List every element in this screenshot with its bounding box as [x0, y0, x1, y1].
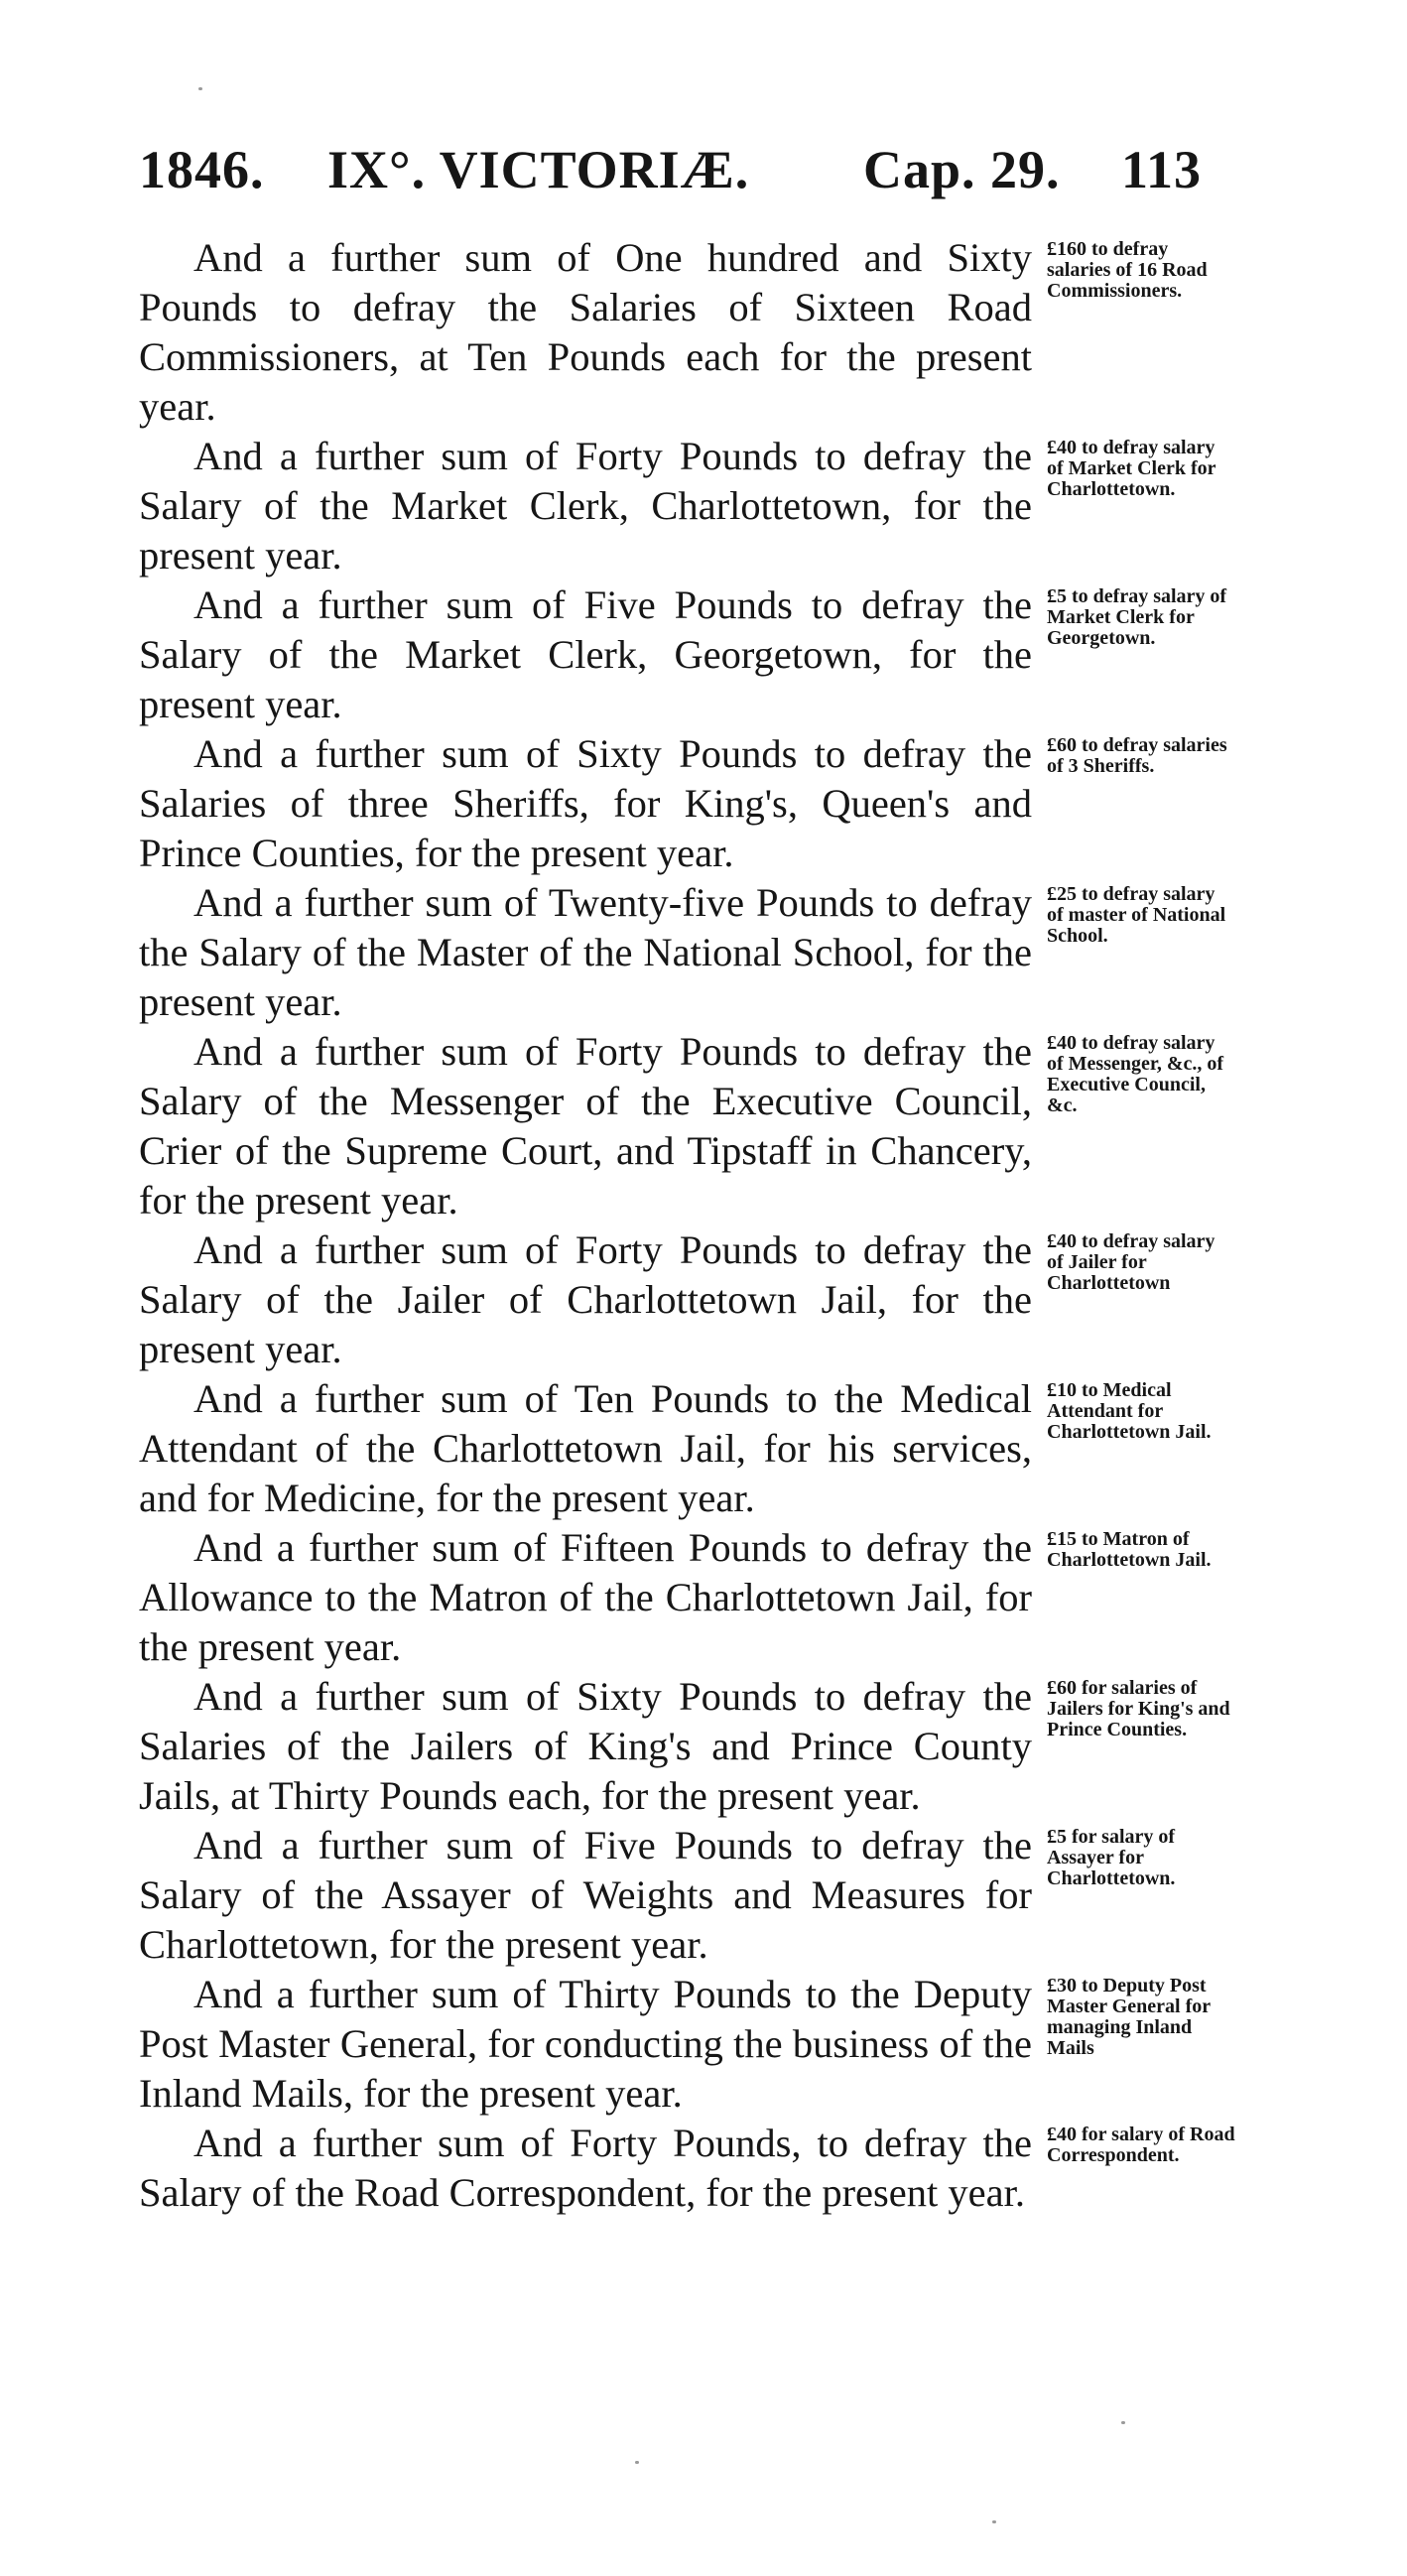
paragraph-text: And a further sum of Forty Pounds to defray the Salary of the Jailer of Charlottetown Jail, for the present year. — [139, 1227, 1032, 1371]
paragraph-40-road-correspondent — [139, 2119, 1235, 2218]
paragraph-5-market-clerk-georgetown — [139, 580, 1230, 729]
scan-speck — [992, 2520, 996, 2523]
paragraph-text: And a further sum of Sixty Pounds to defray the Salaries of three Sheriffs, for King's, Queen's and Prince Counties, for the present year. — [139, 731, 1032, 875]
scan-speck — [198, 87, 202, 90]
header-year: 1846. — [139, 140, 265, 199]
paragraph-30-deputy-post-master — [139, 1970, 1230, 2119]
margin-note: £40 to defray salary of Market Clerk for Charlottetown. — [1047, 437, 1216, 500]
document-body — [139, 233, 1235, 2218]
margin-note: £5 for salary of Assayer for Charlottetown. — [1047, 1826, 1176, 1889]
margin-note: £60 for salaries of Jailers for King's and Prince Counties. — [1047, 1677, 1230, 1740]
scan-speck — [635, 2461, 639, 2464]
paragraph-text: And a further sum of Sixty Pounds to defray the Salaries of the Jailers of King's and Prince County Jails, at Thirty Pounds each, for the present year. — [139, 1674, 1032, 1818]
margin-note: £40 to defray salary of Messenger, &c., of Executive Council, &c. — [1047, 1032, 1224, 1116]
paragraph-text: And a further sum of Five Pounds to defray the Salary of the Assayer of Weights and Measures for Charlottetown, for the present year. — [139, 1823, 1032, 1967]
paragraph-25-national-school — [139, 878, 1230, 1027]
paragraph-15-matron — [139, 1523, 1230, 1672]
scan-speck — [1121, 2421, 1125, 2424]
margin-note: £30 to Deputy Post Master General for managing Inland Mails — [1047, 1975, 1211, 2059]
margin-note: £160 to defray salaries of 16 Road Commissioners. — [1047, 238, 1208, 302]
page-number: 113 — [1121, 140, 1203, 199]
header-reign: IX°. VICTORIÆ. — [327, 140, 750, 199]
paragraph-text: And a further sum of Forty Pounds, to defray the Salary of the Road Correspondent, for the present year. — [139, 2121, 1032, 2215]
running-header — [139, 139, 1230, 208]
paragraph-60-sheriffs — [139, 729, 1230, 878]
paragraph-60-jailers-kings-prince — [139, 1672, 1230, 1821]
paragraph-text: And a further sum of One hundred and Sixty Pounds to defray the Salaries of Sixteen Road Commissioners, at Ten Pounds each for the present year. — [139, 235, 1032, 429]
margin-note: £40 for salary of Road Correspondent. — [1047, 2124, 1235, 2166]
header-chapter: Cap. 29. — [863, 140, 1061, 199]
paragraph-text: And a further sum of Ten Pounds to the Medical Attendant of the Charlottetown Jail, for his services, and for Medicine, for the present year. — [139, 1376, 1032, 1520]
paragraph-text: And a further sum of Five Pounds to defray the Salary of the Market Clerk, Georgetown, for the present year. — [139, 582, 1032, 726]
paragraph-5-assayer — [139, 1821, 1230, 1970]
margin-note: £40 to defray salary of Jailer for Charlottetown — [1047, 1230, 1215, 1294]
paragraph-text: And a further sum of Forty Pounds to defray the Salary of the Market Clerk, Charlottetown, for the present year. — [139, 434, 1032, 578]
paragraph-text: And a further sum of Twenty-five Pounds to defray the Salary of the Master of the National School, for the present year. — [139, 880, 1032, 1024]
paragraph-text: And a further sum of Fifteen Pounds to defray the Allowance to the Matron of the Charlottetown Jail, for the present year. — [139, 1525, 1032, 1669]
paragraph-text: And a further sum of Forty Pounds to defray the Salary of the Messenger of the Executive Council, Crier of the Supreme Court, and Tipstaff in Chancery, for the present year. — [139, 1029, 1032, 1223]
paragraph-10-medical-attendant — [139, 1374, 1230, 1523]
margin-note: £5 to defray salary of Market Clerk for Georgetown. — [1047, 585, 1227, 649]
paragraph-text: And a further sum of Thirty Pounds to the Deputy Post Master General, for conducting the business of the Inland Mails, for the present year. — [139, 1972, 1032, 2116]
margin-note: £60 to defray salaries of 3 Sheriffs. — [1047, 734, 1227, 777]
paragraph-40-messenger-executive-council — [139, 1027, 1230, 1225]
paragraph-160-road-commissioners — [139, 233, 1230, 432]
paragraph-40-market-clerk-charlottetown — [139, 432, 1230, 580]
margin-note: £15 to Matron of Charlottetown Jail. — [1047, 1528, 1212, 1571]
margin-note: £25 to defray salary of master of National School. — [1047, 883, 1226, 947]
margin-note: £10 to Medical Attendant for Charlottetown Jail. — [1047, 1379, 1212, 1443]
paragraph-40-jailer-charlottetown — [139, 1225, 1230, 1374]
